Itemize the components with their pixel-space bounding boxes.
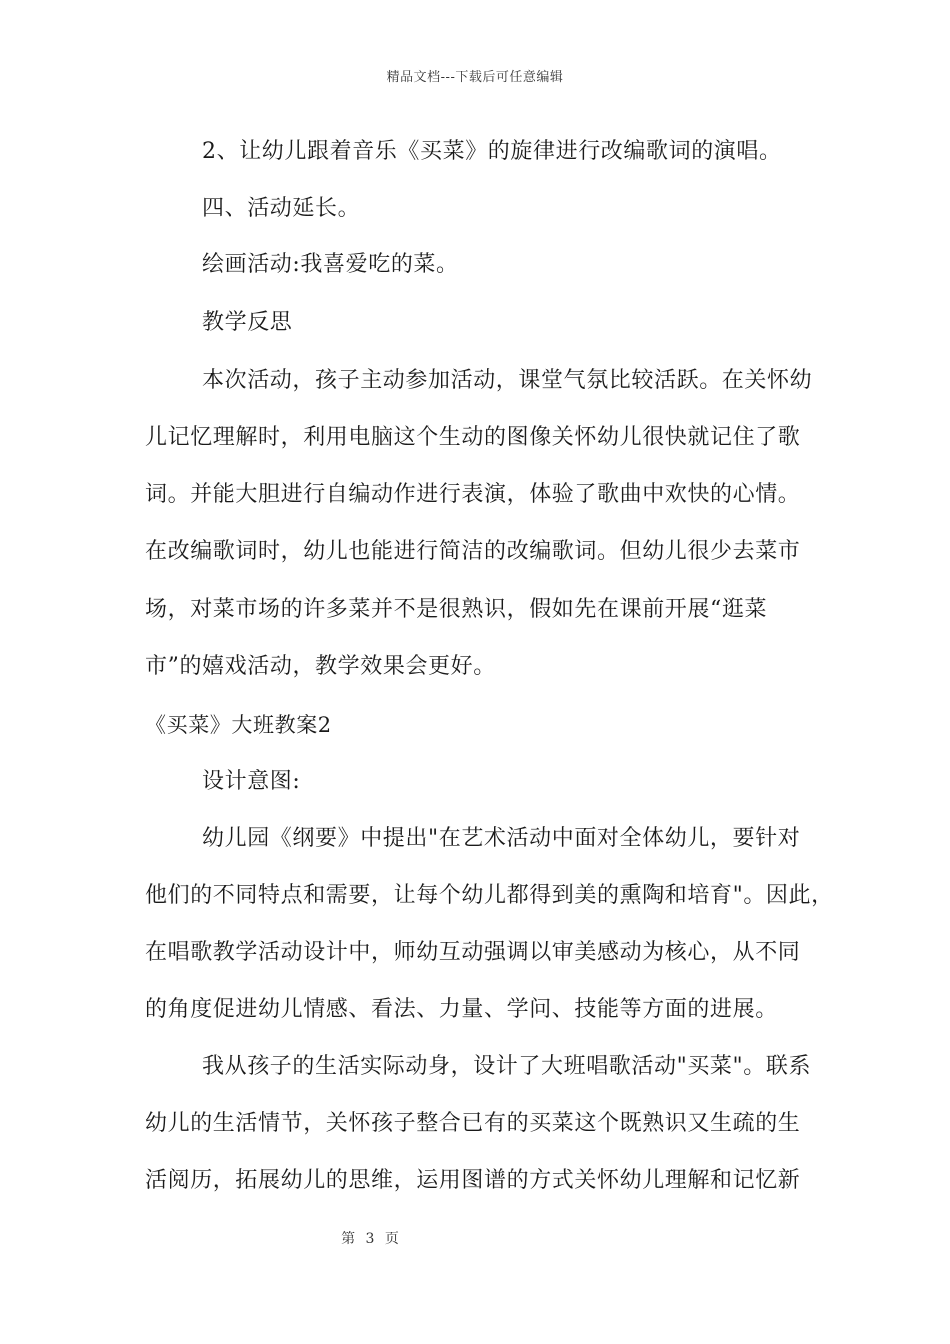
- paragraph-line: 市”的嬉戏活动，教学效果会更好。: [145, 654, 496, 679]
- paragraph-line: 词。并能大胆进行自编动作进行表演，体验了歌曲中欢快的心情。: [145, 482, 801, 507]
- paragraph-line: 在改编歌词时，幼儿也能进行简洁的改编歌词。但幼儿很少去菜市: [145, 539, 801, 564]
- section-heading: 教学反思: [202, 310, 293, 335]
- page-number: 3: [365, 1231, 375, 1247]
- paragraph-line: 本次活动，孩子主动参加活动，课堂气氛比较活跃。在关怀幼: [202, 368, 813, 393]
- text-line: 绘画活动:我喜爱吃的菜。: [202, 252, 459, 277]
- paragraph-line: 场，对菜市场的许多菜并不是很熟识，假如先在课前开展“逛菜: [145, 597, 768, 622]
- paragraph-line: 在唱歌教学活动设计中，师幼互动强调以审美感动为核心，从不同: [145, 940, 801, 965]
- page-footer: [0, 1228, 740, 1248]
- section-heading: 四、活动延长。: [202, 196, 361, 221]
- page-label-suffix: 页: [384, 1231, 399, 1247]
- paragraph-line: 活阅历，拓展幼儿的思维，运用图谱的方式关怀幼儿理解和记忆新: [145, 1168, 801, 1193]
- page-label-prefix: 第: [341, 1231, 356, 1247]
- paragraph-line: 的角度促进幼儿情感、看法、力量、学问、技能等方面的进展。: [145, 997, 778, 1022]
- paragraph-line: 儿记忆理解时，利用电脑这个生动的图像关怀幼儿很快就记住了歌: [145, 425, 801, 450]
- text-line: 2、让幼儿跟着音乐《买菜》的旋律进行改编歌词的演唱。: [202, 139, 782, 164]
- paragraph-line: 幼儿园《纲要》中提出"在艺术活动中面对全体幼儿，要针对: [202, 826, 801, 851]
- page-header: 精品文档---下载后可任意编辑: [386, 70, 564, 85]
- paragraph-line: 幼儿的生活情节，关怀孩子整合已有的买菜这个既熟识又生疏的生: [145, 1111, 801, 1136]
- section-heading: 设计意图:: [202, 769, 301, 794]
- lesson-title: 《买菜》大班教案2: [145, 713, 332, 737]
- paragraph-line: 他们的不同特点和需要，让每个幼儿都得到美的熏陶和培育"。因此，: [145, 883, 834, 908]
- paragraph-line: 我从孩子的生活实际动身，设计了大班唱歌活动"买菜"。联系: [202, 1054, 812, 1079]
